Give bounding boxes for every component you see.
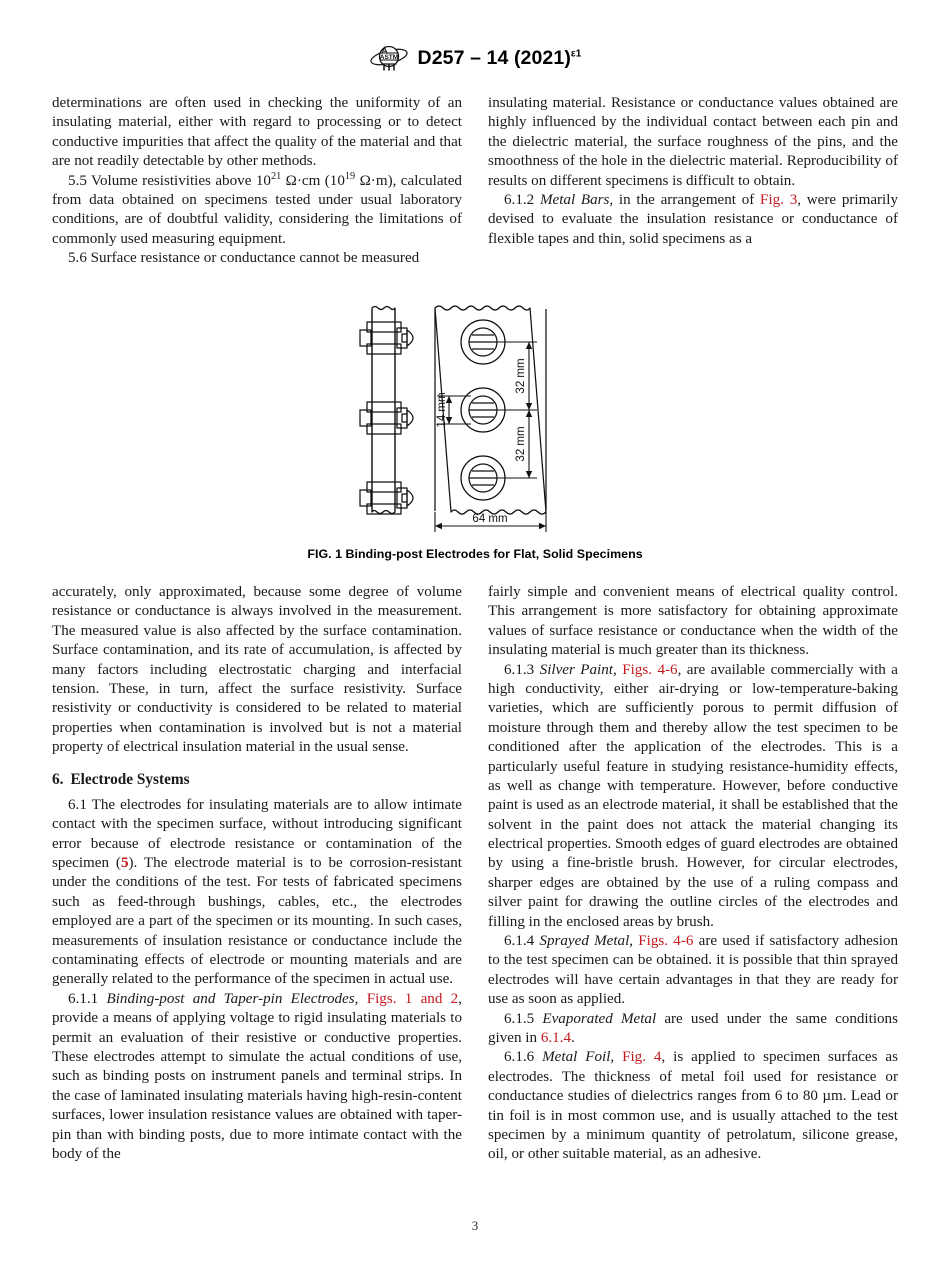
side-post <box>360 482 413 514</box>
dimension-label-64mm: 64 mm <box>472 513 508 525</box>
paragraph-6-1-4: 6.1.4 Sprayed Metal, Figs. 4-6 are used if satisfactory adhesion to the test specimen can be obtained. it is possible that thin sprayed electrodes will have certain advantages in that they are ready for use as soon as applied. <box>488 933 898 1008</box>
section-heading-6 <box>52 758 462 796</box>
paragraph: insulating material. Resistance or conductance values obtained are highly influenced by the individual contact between each pin and the dielectric material, the surface roughness of the pins, and the smoothness of the hole in the dielectric material. Reproducibility of results on different specimens is difficult to obtain. <box>488 95 898 189</box>
astm-logo <box>369 42 409 74</box>
column-bottom-left <box>52 583 462 1164</box>
svg-text:ASTM: ASTM <box>379 54 398 61</box>
section-number: 6. <box>52 770 64 788</box>
designation-text: D257 – 14 (2021) <box>417 46 571 69</box>
paragraph: fairly simple and convenient means of electrical quality control. This arrangement is more satisfactory for obtaining approximate values of surface resistance or conductance when the width of the insulating material is much greater than its thickness. <box>488 584 898 659</box>
paragraph-6-1-5: 6.1.5 Evaporated Metal are used under the same conditions given in 6.1.4. <box>488 1010 898 1046</box>
paragraph-6-1-2: 6.1.2 Metal Bars, in the arrangement of Fig. 3, were primarily devised to evaluate the insulation resistance or conductance of flexible tapes and thin, solid specimens as a <box>488 191 898 247</box>
section-title: Electrode Systems <box>70 770 190 788</box>
side-view <box>360 307 413 515</box>
page-header <box>0 42 950 74</box>
paragraph: accurately, only approximated, because some degree of volume resistance or conductance is always involved in the measurement. The measured value is also affected by the surface contamination. Surface contamination, and its rate of accumulation, is affected by many factors including electrostatic charging and interfacial tension. These, in turn, affect the surface resistivity. Surface resistivity or conductivity is considered to be related to material properties when contamination is involved but is not a material property of electrical insulation material in the usual sense. <box>52 584 462 756</box>
binding-post-electrode-drawing <box>359 296 591 538</box>
figure-1 <box>0 296 950 561</box>
paragraph-6-1-3: 6.1.3 Silver Paint, Figs. 4-6, are available commercially with a high conductivity, either air-drying or low-temperature-baking varieties, which are sufficiently porous to permit diffusion of moisture through them and thereby allow the test specimen to be conditioned after the application of the electrodes. This is a particularly useful feature in studying resistance-humidity effects, as well as change with temperature. However, before conductive paint is used as an electrode material, it shall be established that the solvent in the paint does not attack the material changing its electrical properties. Smooth edges of guard electrodes are obtained by using a fine-bristle brush. However, for circular electrodes, sharper edges are obtained by the use of a ruling compass and silver paint for drawing the outline circles of the electrodes and filling in the enclosed areas by brush. <box>488 661 898 930</box>
designation-superscript: ε1 <box>570 48 582 59</box>
column-top-left <box>52 94 462 269</box>
paragraph-5-5: 5.5 Volume resistivities above $10^{21}$ Ω·cm ($10^{19}$ Ω·m), calculated from data obtained on specimens tested under usual laboratory conditions, are of doubtful validity, considering the limitations of commonly used measuring equipment. <box>52 170 462 247</box>
page-number: 3 <box>471 1218 479 1233</box>
paragraph-6-1-6: 6.1.6 Metal Foil, Fig. 4, is applied to specimen surfaces as electrodes. The thickness of metal foil used for resistance or conductance studies of dielectrics ranges from 6 to 80 µm. Lead or tin foil is in most common use, and is usually attached to the test specimen by a minimum quantity of petrolatum, silicone grease, oil, or other suitable material, as an adhesive. <box>488 1049 898 1163</box>
column-top-right <box>488 94 898 249</box>
dimension-label-32mm-bottom: 32 mm <box>515 426 527 462</box>
paragraph-6-1: 6.1 The electrodes for insulating materials are to allow intimate contact with the specimen surface, without introducing significant error because of electrode resistance or contamination of the specimen (5). The electrode material is to be corrosion-resistant under the conditions of the test. For tests of fabricated specimens such as feed-through bushings, cables, etc., the electrodes employed are a part of the specimen or its mounting. In such cases, measurements of insulation resistance or conductance include the contaminating effects of electrode or mounting materials and are generally related to the performance of the specimen in actual use. <box>52 796 462 988</box>
side-post <box>360 322 413 354</box>
paragraph-5-6: 5.6 Surface resistance or conductance cannot be measured <box>68 250 420 267</box>
figure-caption: FIG. 1 Binding-post Electrodes for Flat, Solid Specimens <box>307 547 643 561</box>
standard-designation <box>418 47 582 70</box>
dimension-label-14mm: 14 mm <box>436 392 448 428</box>
column-bottom-right <box>488 583 898 1165</box>
side-post <box>360 402 413 434</box>
paragraph: determinations are often used in checking the uniformity of an insulating material, either with regard to processing or to detect conductive impurities that affect the quality of the material and that are not readily detectable by other methods. <box>52 95 462 170</box>
dimension-label-32mm-top: 32 mm <box>515 358 527 394</box>
paragraph-6-1-1: 6.1.1 Binding-post and Taper-pin Electrodes, Figs. 1 and 2, provide a means of applying voltage to rigid insulating materials to permit an evaluation of their resistive or conductive properties. These electrodes attempt to simulate the actual conditions of use, such as binding posts on instrument panels and terminal strips. In the case of laminated insulating materials having high-resin-content surfaces, lower insulation resistance values are obtained with taper-pin than with binding posts, due to more intimate contact with the body of the <box>52 990 463 1162</box>
